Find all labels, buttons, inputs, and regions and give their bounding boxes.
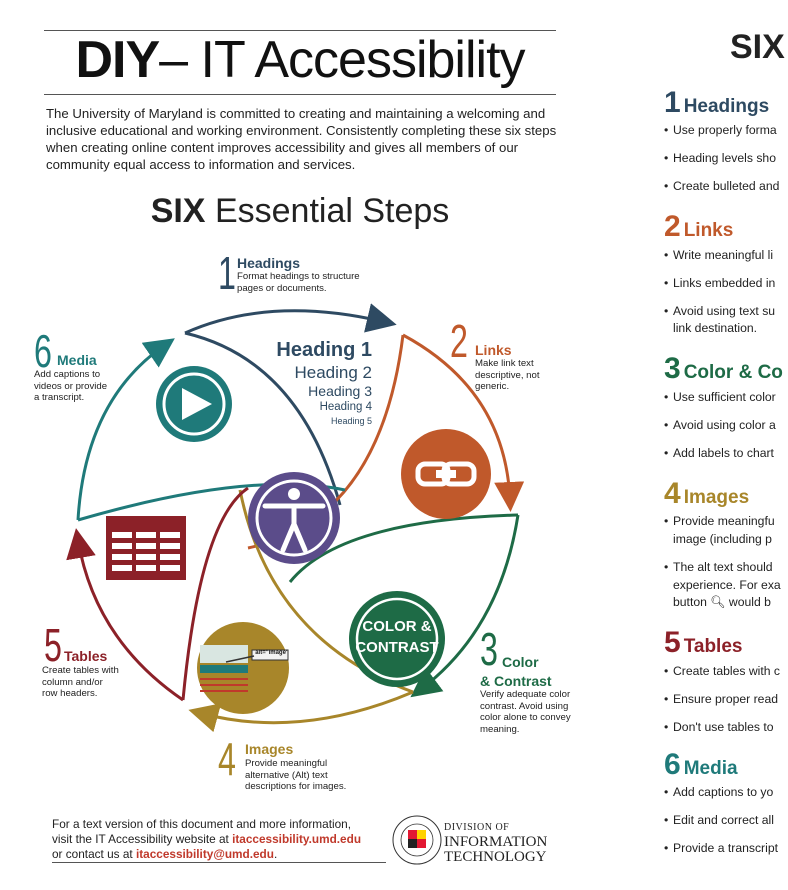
link-icon	[401, 429, 491, 519]
division-wordmark: DIVISION OF INFORMATION TECHNOLOGY	[444, 822, 548, 865]
play-icon	[156, 366, 232, 442]
step-3-desc: Verify adequate color contrast. Avoid using color alone to convey meaning.	[480, 689, 571, 735]
bullet: • Provide meaningfu	[664, 514, 775, 528]
step-1-title: Headings	[237, 255, 301, 271]
bullet: • Use properly forma	[664, 123, 777, 137]
step-3-number: 3	[480, 623, 498, 675]
table-icon	[106, 516, 186, 580]
step-4-desc: Provide meaningful alternative (Alt) text descriptions for images.	[245, 758, 347, 792]
bullet: • The alt text should	[664, 560, 773, 574]
section-6-heading: 6 Media	[664, 748, 738, 781]
bullet: button 🔍︎ would b	[673, 595, 771, 609]
bullet: • Heading levels sho	[664, 151, 776, 165]
section-5-heading: 5 Tables	[664, 626, 743, 659]
step-4-title: Images	[245, 741, 294, 757]
step-5-number: 5	[44, 619, 62, 671]
email-link[interactable]: itaccessibility@umd.edu	[135, 847, 274, 861]
bullet: • Use sufficient color	[664, 390, 776, 404]
bullet: • Don't use tables to	[664, 720, 774, 734]
bullet: • Create bulleted and	[664, 179, 780, 193]
right-column-title: SIX	[730, 28, 785, 66]
diagram-heading: SIX Essential Steps	[150, 192, 450, 230]
alt-label: alt="image"	[255, 650, 289, 656]
heading-samples: Heading 1 Heading 2 Heading 3 Heading 4 Heading 5	[276, 339, 372, 426]
bullet: • Avoid using text su	[664, 304, 776, 318]
section-2-heading: 2 Links	[664, 210, 734, 243]
page-title: DIY– IT Accessibility	[75, 31, 525, 89]
step-1-desc: Format headings to structure pages or documents.	[237, 271, 360, 294]
color-contrast-badge-text: COLOR & CONTRAST	[355, 618, 439, 656]
step-2-title: Links	[475, 342, 512, 358]
step-6-desc: Add captions to videos or provide a transcript.	[34, 369, 108, 403]
bullet: • Add captions to yo	[664, 785, 774, 799]
bullet: • Provide a transcript	[664, 841, 778, 855]
bullet: • Links embedded in	[664, 276, 776, 290]
umd-seal-icon	[392, 810, 442, 870]
bullet: link destination.	[673, 321, 758, 335]
bullet: • Ensure proper read	[664, 692, 779, 706]
section-4-heading: 4 Images	[664, 477, 750, 510]
website-link[interactable]: itaccessibility.umd.edu	[232, 832, 362, 846]
section-1-heading: 1 Headings	[664, 86, 770, 119]
step-1-number: 1	[218, 247, 236, 299]
bullet: • Add labels to chart	[664, 446, 774, 460]
intro-paragraph: The University of Maryland is committed to creating and maintaining a welcoming and inclusive educational and working environment. Consistently completing these six steps when creating online content improves accessibility and gives all members of our community equal access to information and services.	[46, 106, 557, 172]
image-icon	[197, 622, 289, 714]
bullet: • Edit and correct all	[664, 813, 774, 827]
step-6-title: Media	[57, 352, 97, 368]
bullet: experience. For exa	[673, 578, 781, 592]
section-3-heading: 3 Color & Co	[664, 352, 783, 385]
bullet: • Write meaningful li	[664, 248, 774, 262]
step-5-title: Tables	[64, 648, 108, 664]
search-icon: 🔍︎	[710, 595, 726, 609]
step-2-number: 2	[450, 315, 468, 367]
step-2-desc: Make link text descriptive, not generic.	[475, 358, 540, 392]
headings-arrow	[185, 311, 385, 333]
step-6-number: 6	[34, 325, 52, 377]
step-3-title: Color	[502, 654, 539, 670]
bullet: image (including p	[673, 532, 772, 546]
step-4-number: 4	[218, 733, 236, 785]
footer-rule	[52, 862, 386, 863]
bullet: • Avoid using color a	[664, 418, 776, 432]
step-5-desc: Create tables with column and/or row headers.	[42, 665, 119, 699]
step-3-title-2: & Contrast	[480, 673, 552, 689]
accessibility-icon	[248, 472, 340, 564]
footer-text: For a text version of this document and more information, visit the IT Accessibility website at itaccessibility.umd.edu or contact us at itaccessibility@umd.edu.	[52, 817, 362, 861]
bullet: • Create tables with c	[664, 664, 781, 678]
